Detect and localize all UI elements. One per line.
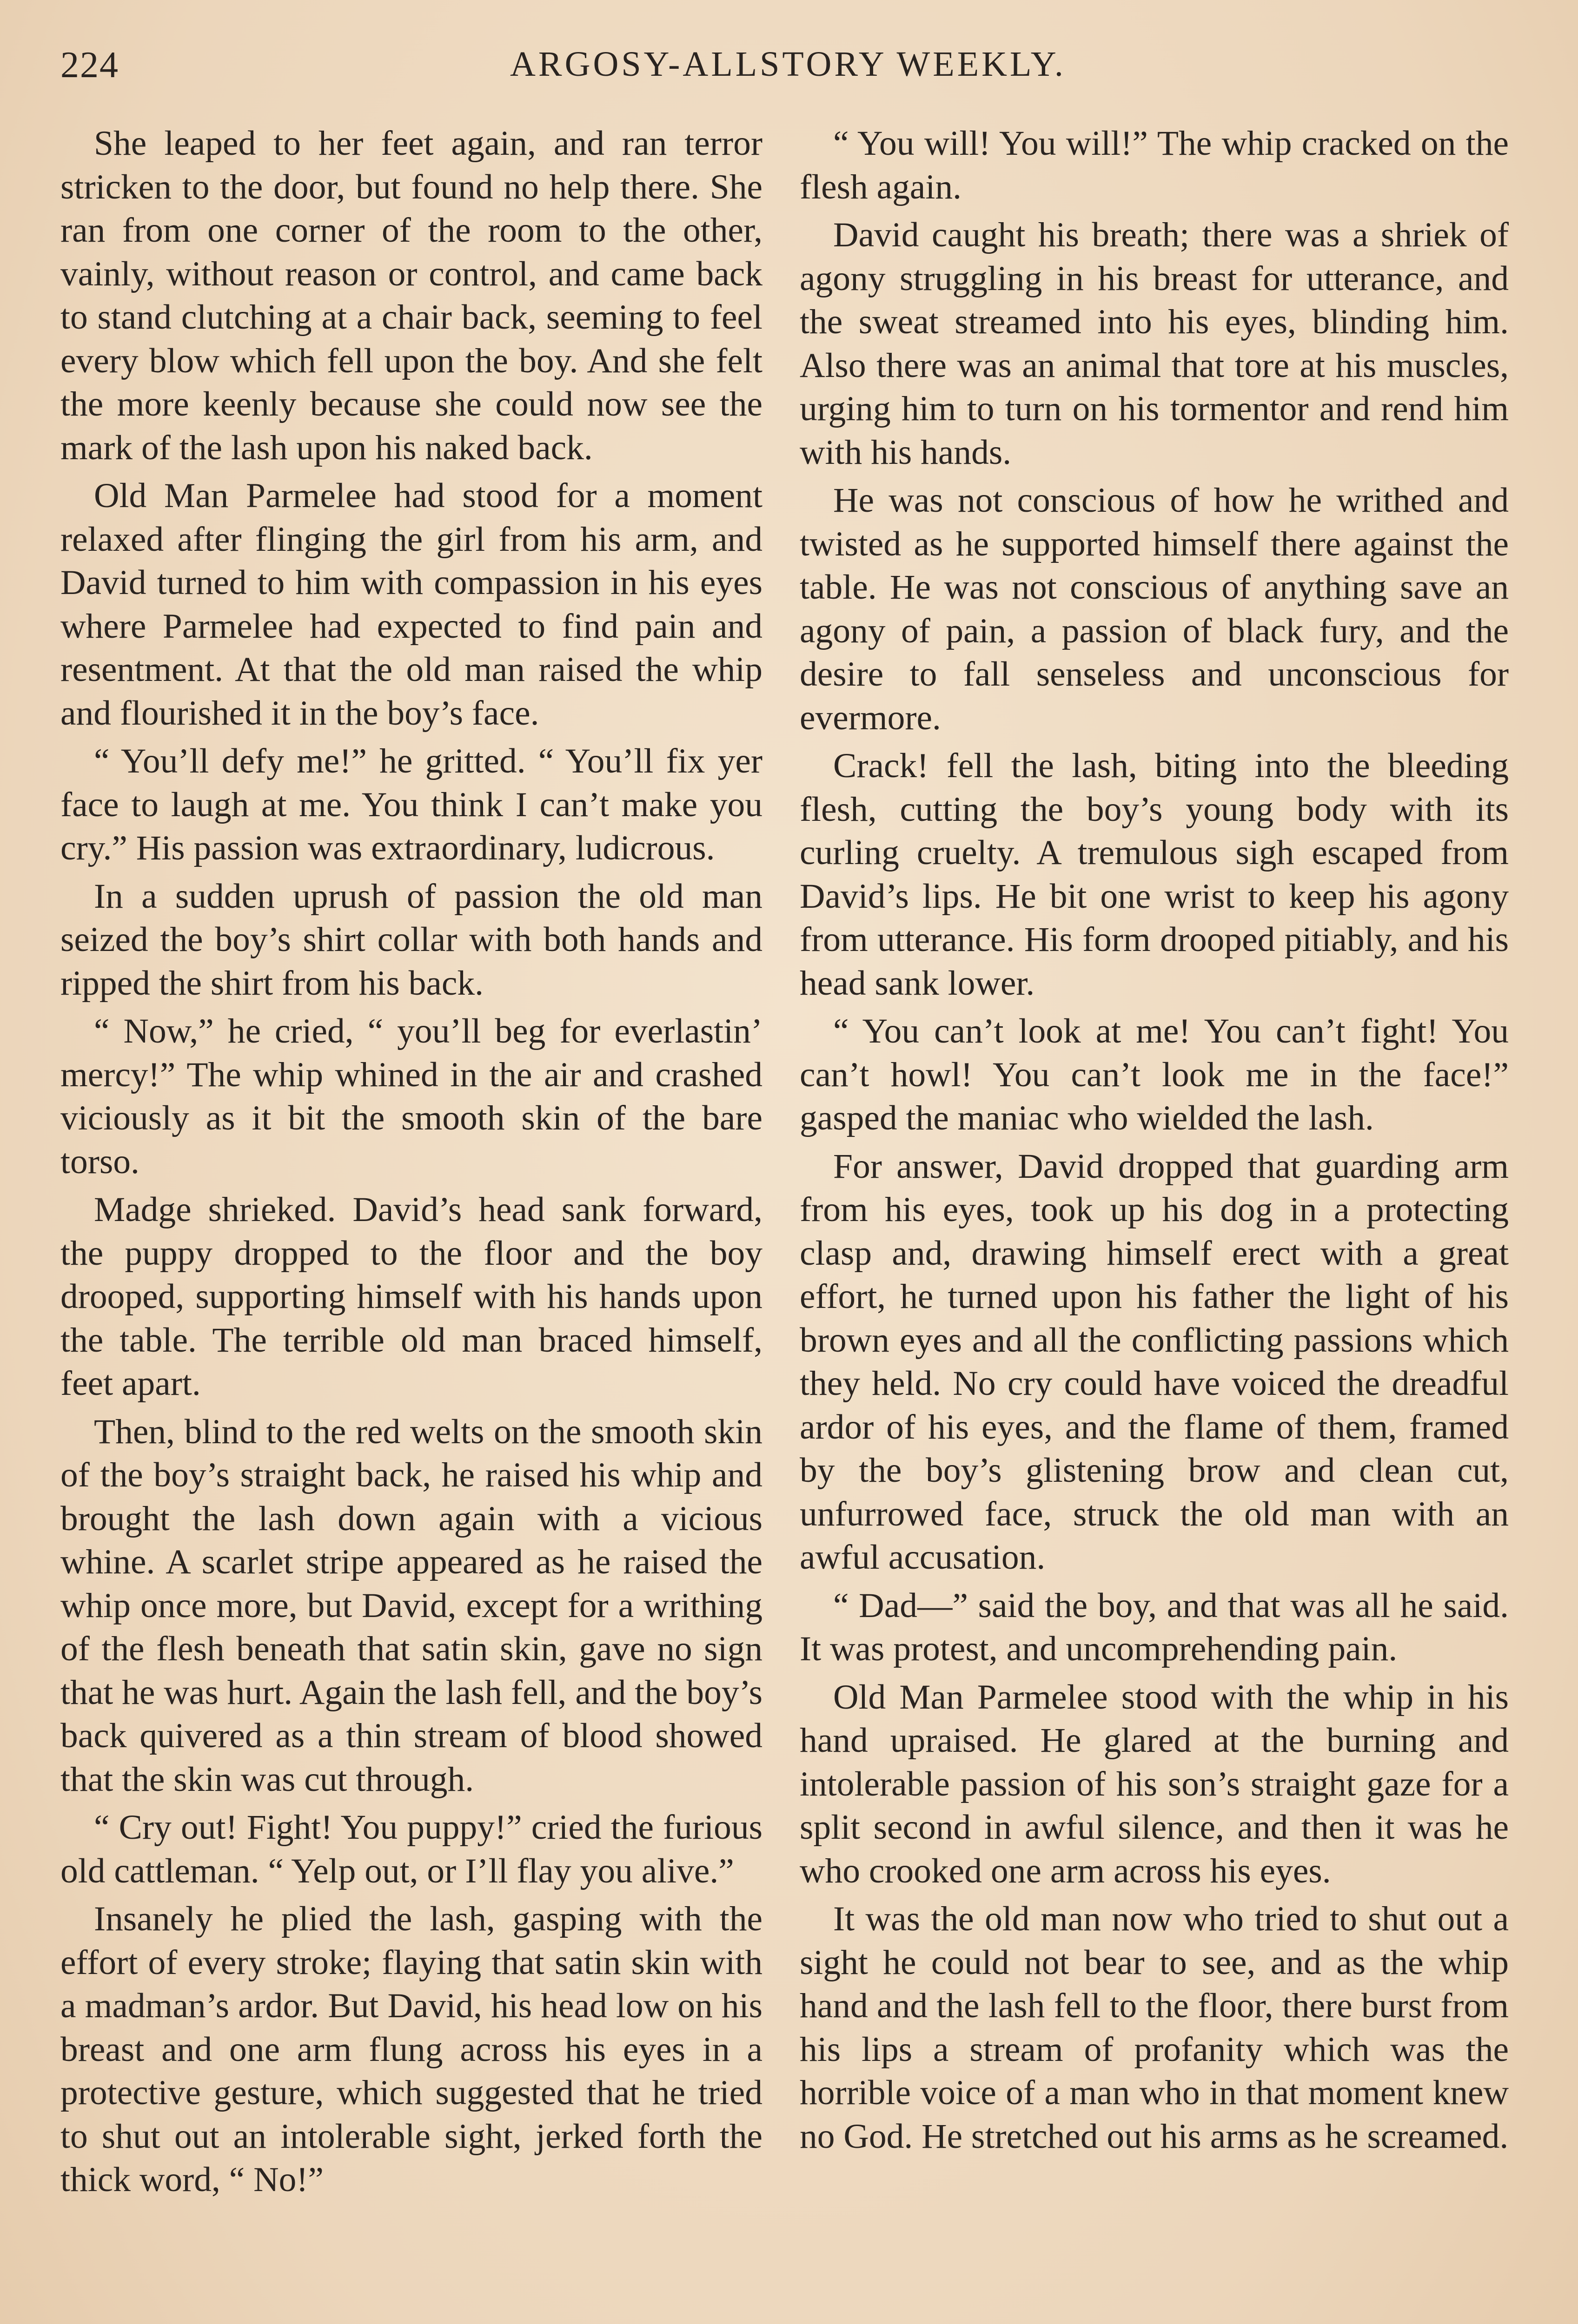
paragraph: Insanely he plied the lash, gasping with the effort of every stroke; flaying that satin skin with a madman’s ardor. But David, his head low on his breast and one arm flung across his eyes in a protective gesture, which suggested that he tried to shut out an intolerable sight, jerked forth the thick word, “ No!” xyxy=(60,1900,762,2199)
paragraph: She leaped to her feet again, and ran terror stricken to the door, but found no help there. She ran from one corner of the room to the other, vainly, without reason or control, and came back to stand clutching at a chair back, seeming to feel every blow which fell upon the boy. And she felt the more keenly because she could now see the mark of the lash upon his naked back. xyxy=(60,124,762,467)
paragraph: “ Now,” he cried, “ you’ll beg for everlastin’ mercy!” The whip whined in the air and crashed viciously as it bit the smooth skin of the bare torso. xyxy=(60,1012,762,1181)
left-column xyxy=(60,122,762,2202)
page-header xyxy=(60,44,1516,100)
paragraph: Then, blind to the red welts on the smooth skin of the boy’s straight back, he raised his whip and brought the lash down again with a vicious whine. A scarlet stripe appeared as he raised the whip once more, but David, except for a writhing of the flesh beneath that satin skin, gave no sign that he was hurt. Again the lash fell, and the boy’s back quivered as a thin stream of blood showed that the skin was cut through. xyxy=(60,1412,762,1799)
paragraph: Crack! fell the lash, biting into the bleeding flesh, cutting the boy’s young body with its curling cruelty. A tremulous sigh escaped from David’s lips. He bit one wrist to keep his agony from utterance. His form drooped pitiably, and his head sank lower. xyxy=(800,746,1509,1003)
paragraph: It was the old man now who tried to shut out a sight he could not bear to see, and as the whip hand and the lash fell to the floor, there burst from his lips a stream of profanity which was the horrible voice of a man who in that moment knew no God. He stretched out his arms as he screamed. xyxy=(800,1900,1509,2156)
paragraph: Old Man Parmelee stood with the whip in his hand upraised. He glared at the burning and intolerable passion of his son’s straight gaze for a split second in awful silence, and then it was he who crooked one arm across his eyes. xyxy=(800,1677,1509,1890)
right-column xyxy=(800,122,1509,2158)
page-number: 224 xyxy=(60,45,119,86)
running-title: ARGOSY-ALLSTORY WEEKLY. xyxy=(510,45,1066,84)
paragraph: Old Man Parmelee had stood for a moment relaxed after flinging the girl from his arm, and David turned to him with compassion in his eyes where Parmelee had expected to find pain and resentment. At that the old man raised the whip and flourished it in the boy’s face. xyxy=(60,476,762,733)
paragraph: “ You can’t look at me! You can’t fight! You can’t howl! You can’t look me in the face!” gasped the maniac who wielded the lash. xyxy=(800,1012,1509,1137)
paragraph: Madge shrieked. David’s head sank forward, the puppy dropped to the floor and the boy drooped, supporting himself with his hands upon the table. The terrible old man braced himself, feet apart. xyxy=(60,1190,762,1403)
paragraph: He was not conscious of how he writhed and twisted as he supported himself there against the table. He was not conscious of anything save an agony of pain, a passion of black fury, and the desire to fall senseless and unconscious for evermore. xyxy=(800,481,1509,737)
paragraph: “ You will! You will!” The whip cracked on the flesh again. xyxy=(800,124,1509,206)
paragraph: In a sudden uprush of passion the old man seized the boy’s shirt collar with both hands and ripped the shirt from his back. xyxy=(60,877,762,1003)
paragraph: For answer, David dropped that guarding arm from his eyes, took up his dog in a protecting clasp and, drawing himself erect with a great effort, he turned upon his father the light of his brown eyes and all the conflicting passions which they held. No cry could have voiced the dreadful ardor of his eyes, and the flame of them, framed by the boy’s glistening brow and clean cut, unfurrowed face, struck the old man with an awful accusation. xyxy=(800,1147,1509,1577)
paragraph: “ Dad—” said the boy, and that was all he said. It was protest, and uncomprehending pain. xyxy=(800,1586,1509,1668)
paragraph: “ You’ll defy me!” he gritted. “ You’ll fix yer face to laugh at me. You think I can’t make you cry.” His passion was extraordinary, ludicrous. xyxy=(60,742,762,867)
paragraph: David caught his breath; there was a shriek of agony struggling in his breast for utterance, and the sweat streamed into his eyes, blinding him. Also there was an animal that tore at his muscles, urging him to turn on his tormentor and rend him with his hands. xyxy=(800,216,1509,472)
paragraph: “ Cry out! Fight! You puppy!” cried the furious old cattleman. “ Yelp out, or I’ll flay you alive.” xyxy=(60,1808,762,1890)
